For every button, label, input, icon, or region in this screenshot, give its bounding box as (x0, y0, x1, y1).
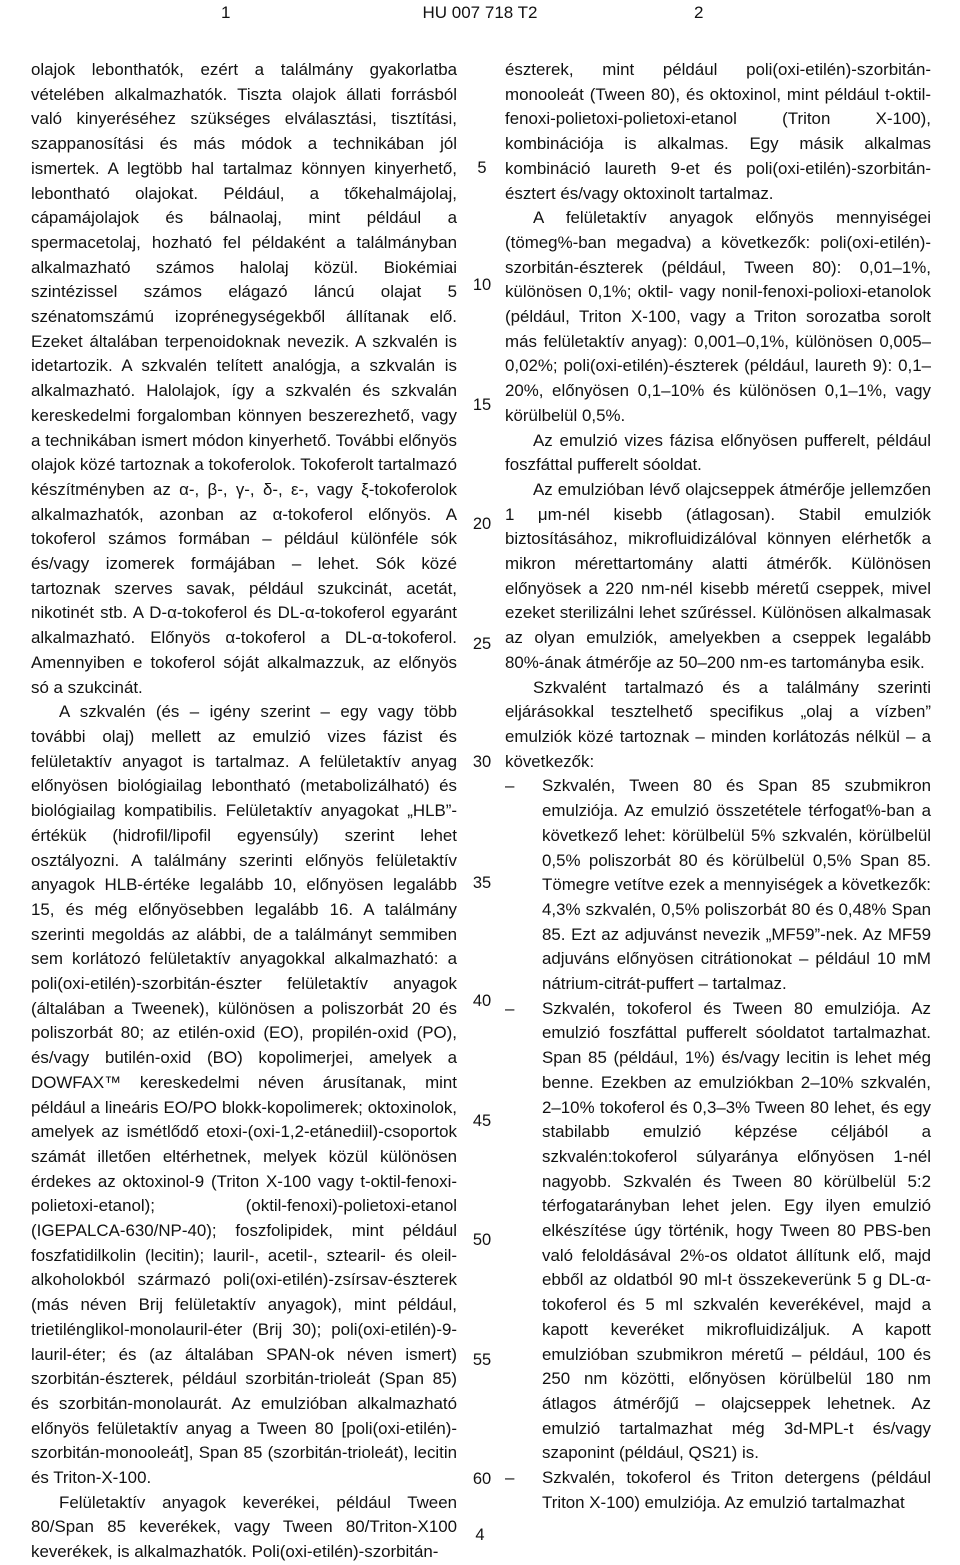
line-number: 25 (472, 635, 492, 653)
paragraph: A szkvalén (és – igény szerint – egy vagy több további olaj) mellett az emulzió vizes fázist és felületaktív anyagot is tartalmaz. A felületaktív anyag előnyösen biológiailag lebontható (metabolizálható) és biológiailag kompatibilis. Felületaktív anyagokat „HLB”-értékük (hidrofil/lipofil egyensúly) szerint lehet osztályozni. A találmány szerinti előnyös felületaktív anyagok HLB-értéke legalább 10, előnyösen legalább 15, és még előnyösebben legalább 16. A találmány szerinti megoldás az alábbi, de a találmányt semmiben sem korlátozó felületaktív anyagokkal alkalmazható: a poli(oxi-etilén)-szorbitán-észter felületaktív anyagok (általában a Tweenek), különösen a poliszorbát 20 és poliszorbát 80; az etilén-oxid (EO), propilén-oxid (PO), és/vagy butilén-oxid (BO) kopolimerjei, amelyek a DOWFAX™ kereskedelmi néven árusítanak, mint például a lineáris EO/PO blokk-kopolimerek; oktoxinolok, amelyek az ismétlődő etoxi-(oxi-1,2-etánediil)-csoportok számát illetően eltérhetnek, melyek közül különösen érdekes az oktoxinol-9 (Triton X-100 vagy t-oktil-fenoxi-polietoxi-etanol); (oktil-fenoxi)-polietoxi-etanol (IGEPALCA-630/NP-40); foszfolipidek, mint például foszfatidilkolin (lecitin); lauril-, acetil-, sztearil- és oleil-alkoholokból származó poli(oxi-etilén)-zsírsav-észterek (más néven Brij felületaktív anyagok), mint például, trietilénglikol-monolauril-éter (Brij 30); poli(oxi-etilén)-9-lauril-éter; és (az általában SPAN-ok néven ismert) szorbitán-észterek, például szorbitán-trioleát (Span 85) és szorbitán-monolaurát. Az emulzióban alkalmazható előnyös felületaktív anyag a Tween 80 [poli(oxi-etilén)-szorbitán-monooleát], Span 85 (szorbitán-trioleát), lecitin és Triton-X-100. (31, 702, 457, 1488)
page-number-right: 2 (694, 3, 704, 22)
paragraph: olajok lebonthatók, ezért a találmány gyakorlatba vételében alkalmazhatók. Tiszta olajok állati forrásból való kinyeréséhez szükséges elválasztási, tisztítási, szappanosítási és más módok a technikában jól ismertek. A legtöbb hal tartalmaz könnyen kinyerhető, lebontható olajokat. Például, a tőkehalmájolaj, cápamájolajok és bálnaolaj, mint például a spermacetolaj, hozható fel példaként a találmányban alkalmazható számos halolaj közül. Biokémiai szintézissel számos elágazó láncú olajat 5 szénatomszámú izoprénegységekből állítanak elő. Ezeket általában terpenoidoknak nevezik. A szkvalén is idetartozik. A szkvalén telített analógja, a szkvalán is alkalmazható. Halolajok, így a szkvalén és szkvalán kereskedelmi forgalomban könnyen beszerezhető, vagy a technikában ismert módon kinyerhető. További előnyös olajok közé tartoznak a tokoferolok. Tokoferolt tartalmazó készítményben az α-, β-, γ-, δ-, ε-, vagy ξ-tokoferolok alkalmazhatók, azonban az α-tokoferol előnyös. A tokoferol számos formában – például különféle sók és/vagy izomerek formájában – lehet. Sók közé tartoznak szerves savak, például szukcinát, acetát, nikotinét stb. A D-α-tokoferol és DL-α-tokoferol egyaránt alkalmazható. Előnyös α-tokoferol a DL-α-tokoferol. Amennyiben e tokoferol sóját alkalmazzuk, az előnyös só a szukcinát. (31, 60, 457, 697)
paragraph: Felületaktív anyagok keverékei, például Tween 80/Span 85 keverékek, vagy Tween 80/Triton-X100 keverékek, is alkalmazhatók. Poli(oxi-etilén)-szorbitán- (31, 1492, 457, 1562)
left-column (31, 58, 457, 1565)
right-column (505, 58, 931, 1515)
line-number: 5 (477, 159, 487, 177)
line-number: 30 (472, 753, 492, 771)
line-number: 10 (472, 276, 492, 294)
emulsion-list (505, 774, 931, 1515)
line-number: 40 (472, 992, 492, 1010)
line-number: 20 (472, 515, 492, 533)
paragraph: észterek, mint például poli(oxi-etilén)-szorbitán-monooleát (Tween 80), és oktoxinol, mint például t-oktil-fenoxi-polietoxi-polietoxi-etanol (Triton X-100), kombinációja is alkalmas. Egy másik alkalmas kombináció laureth 9-et és poli(oxi-etilén)-szorbitán-észtert és/vagy oktoxinolt tartalmaz. (505, 60, 931, 203)
paragraph: A felületaktív anyagok előnyös mennyiségei (tömeg%-ban megadva) a következők: poli(oxi-etilén)-szorbitán-észterek (például, Tween 80): 0,01–1%, különösen 0,1%; oktil- vagy nonil-fenoxi-polioxi-etanolok (például, Triton X-100, vagy a Triton sorozatba sorolt más felületaktív anyag): 0,001–0,1%, különösen 0,005–0,02%; poli(oxi-etilén)-észterek (például, laureth 9): 0,1–20%, előnyösen 0,1–10% és különösen 0,1–1%, vagy körülbelül 0,5%. (505, 208, 931, 425)
line-number: 55 (472, 1351, 492, 1369)
page-number-left: 1 (221, 3, 231, 22)
line-number: 50 (472, 1231, 492, 1249)
paragraph: Az emulzió vizes fázisa előnyösen pufferelt, például foszfáttal pufferelt sóoldat. (505, 430, 931, 475)
paragraph: Az emulzióban lévő olajcseppek átmérője jellemzően 1 μm-nél kisebb (átlagosan). Stabil emulziók biztosításához, mikrofluidizálóval könnyen elérhetők a mikron mérettartomány alatti átmérők. Különösen előnyösek a 220 nm-nél kisebb méretű cseppek, mivel ezeket sterilizálni lehet szűréssel. Különösen alkalmasak az olyan emulziók, amelyekben a cseppek legalább 80%-ának átmérője az 50–200 nm-es tartományba esik. (505, 479, 931, 672)
page-footer-number: 4 (475, 1526, 485, 1544)
line-number: 35 (472, 874, 492, 892)
patent-number: HU 007 718 T2 (422, 3, 538, 22)
list-item: – Szkvalén, tokoferol és Triton detergens (például Triton X-100) emulziója. Az emulzió tartalmazhat (505, 1466, 931, 1515)
list-item: – Szkvalén, tokoferol és Tween 80 emulziója. Az emulzió foszfáttal pufferelt sóoldatot tartalmazhat. Span 85 (például, 1%) és/vagy lecitin is lehet még benne. Ezekben az emulziókban 2–10% szkvalén, 2–10% tokoferol és 0,3–3% Tween 80 lehet, és egy stabilabb emulzió képzése céljából a szkvalén:tokoferol súlyaránya előnyösen 1-nél nagyobb. Szkvalén és Tween 80 körülbelül 5:2 térfogatarányban lehet jelen. Egy ilyen emulzió elkészítése úgy történik, hogy Tween 80 PBS-ben való feloldásával 2%-os oldatot állítunk elő, majd ebből az oldatból 90 ml-t összekeverünk 5 g DL-α-tokoferol és 5 ml szkvalén keverékével, majd a kapott keveréket mikrofluidizáljuk. A kapott emulzióban szubmikron méretű – például, 100 és 250 nm közötti, előnyösen körülbelül 180 nm átlagos átmérőjű – olajcseppek lehetnek. Az emulzió tartalmazhat még 3d-MPL-t és/vagy szaponint (például, QS21) is. (505, 997, 931, 1466)
line-number: 60 (472, 1470, 492, 1488)
line-number: 45 (472, 1112, 492, 1130)
line-number: 15 (472, 396, 492, 414)
list-item: – Szkvalén, Tween 80 és Span 85 szubmikron emulziója. Az emulzió összetétele térfogat%-ban a következő lehet: körülbelül 5% szkvalén, körülbelül 0,5% poliszorbát 80 és körülbelül 0,5% Span 85. Tömegre vetítve ezek a mennyiségek a következők: 4,3% szkvalén, 0,5% poliszorbát 80 és 0,48% Span 85. Ezt az adjuvánst nevezik „MF59”-nek. Az MF59 adjuváns előnyösen citrátionokat – például 10 mM nátrium-citrát-puffert – tartalmaz. (505, 774, 931, 996)
paragraph: Szkvalént tartalmazó és a találmány szerinti eljárásokkal tesztelhető specifikus „olaj a vízben” emulziók közé tartoznak – minden korlátozás nélkül – a következők: (505, 677, 931, 771)
